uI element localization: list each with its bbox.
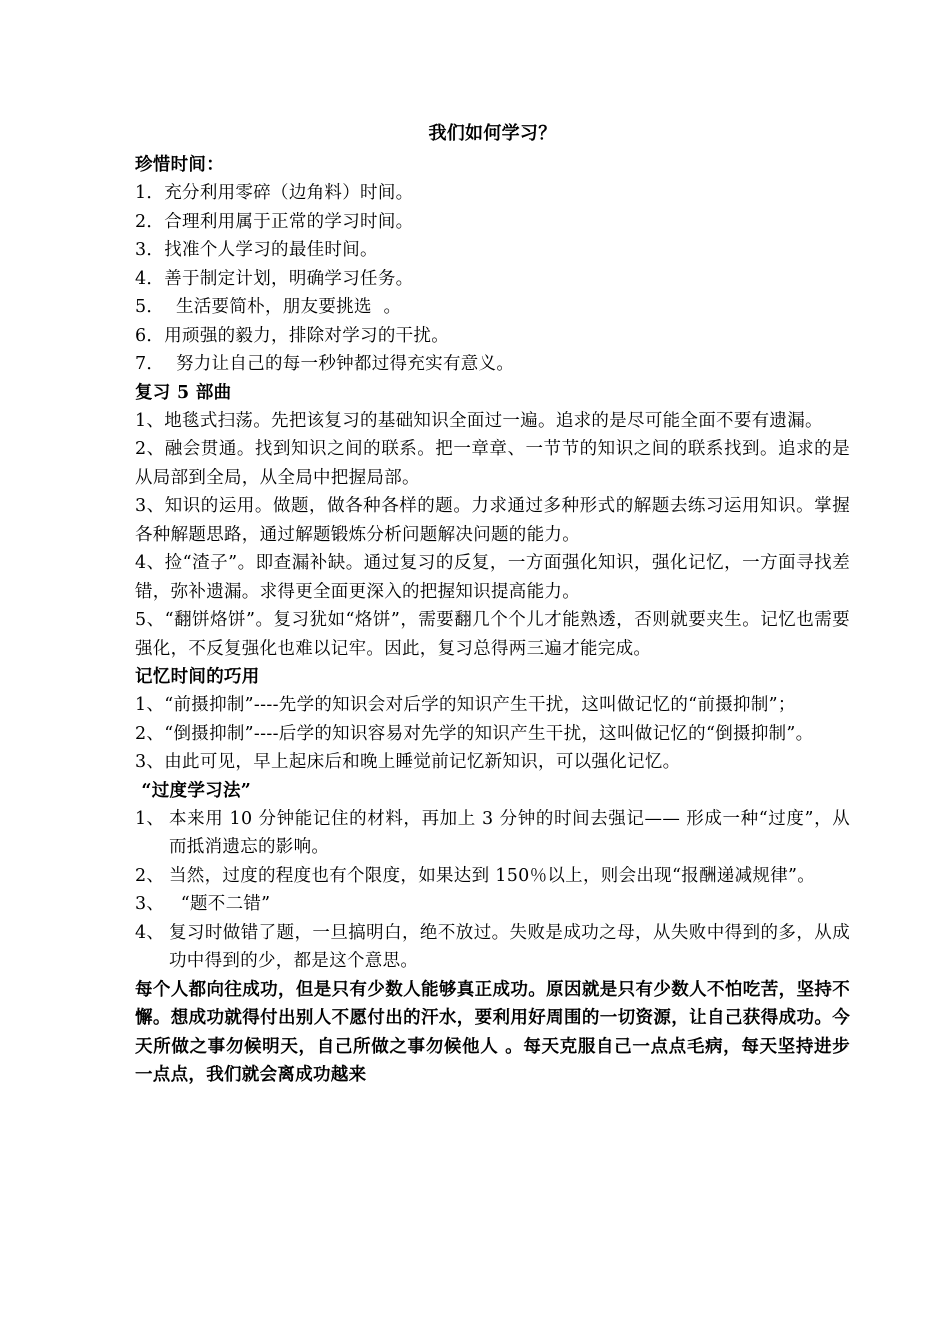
paragraph: 3、由此可见，早上起床后和晚上睡觉前记忆新知识，可以强化记忆。 — [135, 752, 681, 772]
paragraph: 5、“翻饼烙饼”。复习犹如“烙饼”，需要翻几个个儿才能熟透，否则就要夹生。记忆也需要强化，不反复强化也难以记牢。因此，复习总得两三遍才能完成。 — [135, 610, 850, 659]
numbered-item — [135, 890, 850, 919]
item-number: 4、 — [135, 922, 165, 943]
list-item: 4．善于制定计划，明确学习任务。 — [135, 268, 414, 289]
item-number: 2、 — [135, 865, 165, 886]
list-item: 5． 生活要简朴，朋友要挑选 。 — [135, 297, 402, 317]
item-text: 当然，过度的程度也有个限度，如果达到 150％以上，则会出现“报酬递减规律”。 — [169, 865, 816, 886]
list-item: 7． 努力让自己的每一秒钟都过得充实有意义。 — [135, 354, 515, 374]
list-item: 6．用顽强的毅力，排除对学习的干扰。 — [135, 325, 450, 346]
item-text: “题不二错” — [169, 894, 271, 914]
item-number: 1、 — [135, 808, 165, 829]
document-page — [135, 120, 850, 1090]
paragraph: 1、“前摄抑制”----先学的知识会对后学的知识产生干扰，这叫做记忆的“前摄抑制”； — [135, 695, 796, 715]
paragraph: 2、融会贯通。找到知识之间的联系。把一章章、一节节的知识之间的联系找到。追求的是从局部到全局，从全局中把握局部。 — [135, 439, 850, 488]
list-item: 2．合理利用属于正常的学习时间。 — [135, 211, 414, 232]
paragraph: 2、“倒摄抑制”----后学的知识容易对先学的知识产生干扰，这叫做记忆的“倒摄抑制”。 — [135, 723, 814, 744]
section-heading-cherish-time: 珍惜时间： — [135, 155, 224, 175]
item-number: 3、 — [135, 894, 165, 914]
numbered-item — [135, 805, 850, 862]
paragraph: 4、捡“渣子”。即查漏补缺。通过复习的反复，一方面强化知识，强化记忆，一方面寻找差错，弥补遗漏。求得更全面更深入的把握知识提高能力。 — [135, 553, 850, 602]
document-title: 我们如何学习？ — [428, 123, 557, 144]
list-item: 1．充分利用零碎（边角料）时间。 — [135, 183, 414, 203]
section-heading-review-steps: 复习 5 部曲 — [135, 382, 232, 403]
numbered-item — [135, 862, 850, 891]
closing-paragraph: 每个人都向往成功，但是只有少数人能够真正成功。原因就是只有少数人不怕吃苦，坚持不懈。想成功就得付出别人不愿付出的汗水，要利用好周围的一切资源，让自己获得成功。今天所做之事勿候明天，自己所做之事勿候他人 。每天克服自己一点点毛病，每天坚持进步一点点，我们就会离成功越来 — [135, 979, 850, 1085]
list-item: 3．找准个人学习的最佳时间。 — [135, 240, 378, 260]
item-text: 复习时做错了题，一旦搞明白，绝不放过。失败是成功之母，从失败中得到的多，从成功中得到的少，都是这个意思。 — [169, 922, 850, 971]
numbered-item — [135, 919, 850, 976]
paragraph: 3、知识的运用。做题，做各种各样的题。力求通过多种形式的解题去练习运用知识。掌握各种解题思路，通过解题锻炼分析问题解决问题的能力。 — [135, 496, 850, 545]
item-text: 本来用 10 分钟能记住的材料，再加上 3 分钟的时间去强记—— 形成一种“过度”，从而抵消遗忘的影响。 — [169, 808, 850, 857]
paragraph: 1、地毯式扫荡。先把该复习的基础知识全面过一遍。追求的是尽可能全面不要有遗漏。 — [135, 410, 823, 431]
section-heading-overlearning: “过度学习法” — [135, 780, 252, 801]
section-heading-memory-time: 记忆时间的巧用 — [135, 667, 260, 687]
